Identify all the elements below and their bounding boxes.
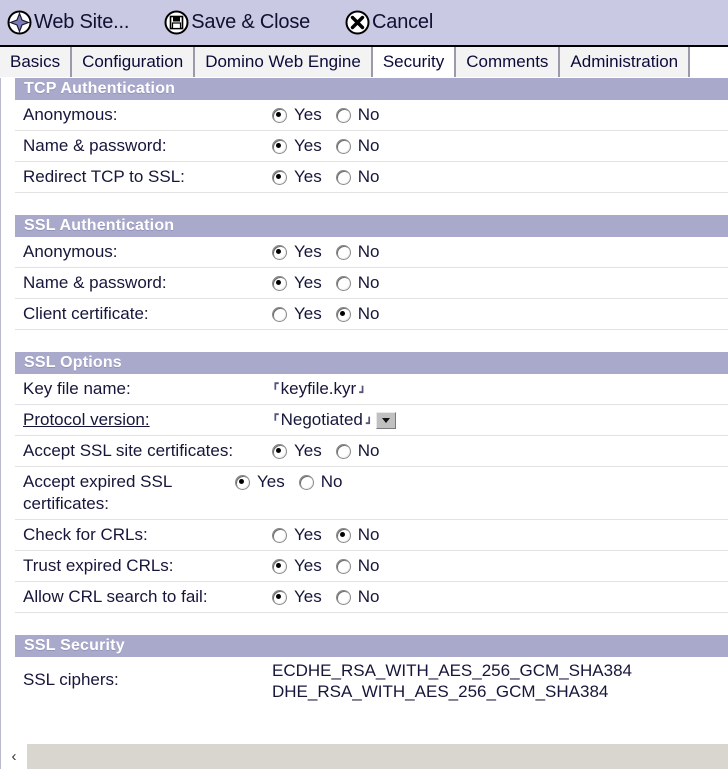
scroll-left-arrow-icon[interactable]: ‹: [1, 744, 27, 769]
radio-option-yes[interactable]: [272, 524, 322, 546]
field-label: Name & password:: [23, 136, 167, 155]
field-close-marker-icon: ┛: [365, 417, 373, 430]
field-label: Redirect TCP to SSL:: [23, 167, 185, 186]
field-label: Anonymous:: [23, 105, 118, 124]
radio-option-no[interactable]: [336, 272, 380, 294]
field-label: Allow CRL search to fail:: [23, 586, 208, 606]
field-value: [272, 405, 728, 434]
field-row-redirect-tcp-to-ssl: [15, 162, 728, 193]
radio-no-label: No: [357, 105, 380, 124]
radio-no-indicator[interactable]: [299, 475, 314, 490]
tab-comments[interactable]: [456, 47, 560, 77]
radio-no-indicator[interactable]: [336, 170, 351, 185]
radio-yes-indicator[interactable]: [272, 528, 287, 543]
web-site-button[interactable]: [6, 9, 129, 36]
radio-option-yes[interactable]: [272, 166, 322, 188]
radio-no-label: No: [357, 304, 380, 323]
tab-administration[interactable]: [560, 47, 690, 77]
field-row-client-certificate: [15, 299, 728, 330]
radio-no-indicator[interactable]: [336, 590, 351, 605]
radio-option-yes[interactable]: [272, 555, 322, 577]
tab-administration-label: Administration: [570, 52, 679, 71]
radio-option-no[interactable]: [336, 135, 380, 157]
radio-yes-label: Yes: [257, 472, 285, 491]
section-header-ssl-authentication: [15, 215, 728, 237]
radio-yes-label: Yes: [294, 242, 322, 261]
radio-yes-indicator[interactable]: [272, 559, 287, 574]
section-spacer: [1, 330, 728, 352]
radio-option-yes[interactable]: [272, 241, 322, 263]
field-row-tcp-anonymous: [15, 100, 728, 131]
tab-configuration[interactable]: [72, 47, 195, 77]
protocol-version-value: Negotiated: [280, 410, 363, 429]
save-and-close-button[interactable]: [163, 9, 310, 36]
field-close-marker-icon: ┛: [359, 386, 366, 399]
tab-security[interactable]: [373, 47, 456, 77]
field-value: [272, 299, 728, 328]
chevron-down-icon[interactable]: [376, 412, 396, 429]
radio-yes-label: Yes: [294, 524, 322, 544]
field-value: [272, 131, 728, 160]
radio-no-label: No: [357, 524, 380, 544]
radio-no-label: No: [357, 136, 380, 155]
radio-option-no[interactable]: [336, 440, 380, 462]
action-toolbar: [0, 0, 728, 47]
radio-no-label: No: [357, 167, 380, 186]
field-row-trust-expired-crls: [15, 551, 728, 582]
radio-no-indicator[interactable]: [336, 276, 351, 291]
radio-no-indicator[interactable]: [336, 245, 351, 260]
close-x-icon: [344, 9, 371, 36]
radio-yes-label: Yes: [294, 441, 322, 460]
radio-option-no[interactable]: [336, 241, 380, 263]
radio-option-yes[interactable]: [272, 440, 322, 462]
field-label: Trust expired CRLs:: [23, 555, 174, 575]
field-open-marker-icon: ┏: [272, 408, 279, 421]
radio-group-check-for-crls[interactable]: [272, 524, 393, 546]
field-row-accept-expired-ssl-certificates: [15, 467, 728, 520]
radio-option-no[interactable]: [336, 303, 380, 325]
radio-group-allow-crl-search-to-fail[interactable]: [272, 586, 393, 608]
section-header-ssl-options: [15, 352, 728, 374]
radio-yes-label: Yes: [294, 167, 322, 186]
radio-no-label: No: [357, 555, 380, 575]
radio-group-accept-expired-ssl-certificates[interactable]: [235, 471, 356, 493]
radio-option-no[interactable]: [336, 524, 380, 546]
field-value: [272, 551, 728, 580]
section-title: TCP Authentication: [24, 80, 176, 97]
save-and-close-label: Save & Close: [191, 11, 311, 33]
tab-domino-web-engine-label: Domino Web Engine: [205, 52, 361, 71]
field-row-tcp-name-password: [15, 131, 728, 162]
radio-yes-indicator[interactable]: [272, 245, 287, 260]
radio-option-yes[interactable]: [272, 104, 322, 126]
field-label: SSL ciphers:: [23, 669, 119, 689]
field-value: [235, 467, 728, 496]
field-row-check-for-crls: [15, 520, 728, 551]
radio-group-trust-expired-crls[interactable]: [272, 555, 393, 577]
radio-yes-label: Yes: [294, 555, 322, 575]
radio-group-tcp-name-password[interactable]: [272, 135, 393, 157]
ssl-ciphers-list[interactable]: [272, 661, 632, 702]
field-value: [272, 237, 728, 266]
field-row-ssl-name-password: [15, 268, 728, 299]
radio-option-no[interactable]: [336, 104, 380, 126]
web-site-label: Web Site...: [34, 11, 130, 33]
radio-option-yes[interactable]: [272, 135, 322, 157]
radio-group-client-certificate[interactable]: [272, 303, 393, 325]
field-label: Accept SSL site certificates:: [23, 441, 234, 460]
radio-yes-indicator[interactable]: [272, 276, 287, 291]
radio-group-accept-ssl-site-certificates[interactable]: [272, 440, 393, 462]
radio-option-yes[interactable]: [272, 272, 322, 294]
field-row-ssl-anonymous: [15, 237, 728, 268]
radio-yes-indicator[interactable]: [272, 444, 287, 459]
field-open-marker-icon: ┏: [272, 377, 279, 390]
security-settings-form: [0, 78, 728, 769]
field-label-protocol-version[interactable]: Protocol version:: [23, 410, 150, 429]
list-item: DHE_RSA_WITH_AES_256_GCM_SHA384: [272, 681, 609, 701]
field-label: Key file name:: [23, 379, 131, 398]
radio-yes-label: Yes: [294, 105, 322, 124]
radio-no-label: No: [357, 586, 380, 606]
tab-bar: [0, 47, 728, 78]
radio-group-redirect-tcp-to-ssl[interactable]: [272, 166, 393, 188]
radio-no-indicator[interactable]: [336, 139, 351, 154]
radio-option-no[interactable]: [336, 166, 380, 188]
field-value: [272, 100, 728, 129]
field-row-key-file-name: [15, 374, 728, 405]
floppy-disk-icon: [163, 9, 190, 36]
field-row-ssl-ciphers: [15, 657, 728, 705]
tab-basics[interactable]: [0, 47, 72, 77]
section-spacer: [1, 193, 728, 215]
radio-option-no[interactable]: [336, 586, 380, 608]
field-value: [272, 374, 728, 403]
radio-yes-indicator[interactable]: [272, 170, 287, 185]
radio-no-label: No: [357, 273, 380, 292]
globe-star-icon: [6, 9, 33, 36]
cancel-button[interactable]: [344, 9, 433, 36]
radio-group-ssl-anonymous[interactable]: [272, 241, 393, 263]
radio-no-indicator[interactable]: [336, 444, 351, 459]
radio-no-label: No: [320, 472, 343, 491]
field-row-accept-ssl-site-certificates: [15, 436, 728, 467]
radio-option-yes[interactable]: [235, 471, 285, 493]
section-title: SSL Security: [24, 636, 125, 654]
scrollbar-track[interactable]: [27, 744, 728, 769]
tab-security-label: Security: [382, 52, 445, 71]
cancel-label: Cancel: [372, 11, 434, 33]
radio-no-indicator[interactable]: [336, 307, 351, 322]
radio-no-indicator[interactable]: [336, 559, 351, 574]
protocol-version-select[interactable]: [272, 409, 396, 431]
field-value: [272, 162, 728, 191]
field-label: Check for CRLs:: [23, 524, 148, 544]
field-value: [272, 436, 728, 465]
radio-yes-label: Yes: [294, 136, 322, 155]
field-value: [272, 657, 728, 705]
radio-option-yes[interactable]: [272, 303, 322, 325]
radio-yes-indicator[interactable]: [272, 139, 287, 154]
field-row-allow-crl-search-to-fail: [15, 582, 728, 613]
radio-group-ssl-name-password[interactable]: [272, 272, 393, 294]
section-header-ssl-security: [15, 635, 728, 657]
radio-no-label: No: [357, 441, 380, 460]
radio-option-no[interactable]: [299, 471, 343, 493]
field-label: Accept expired SSL certificates:: [23, 472, 172, 514]
section-title: SSL Options: [24, 354, 122, 371]
tab-basics-label: Basics: [10, 52, 61, 71]
section-spacer: [1, 613, 728, 635]
field-label: Name & password:: [23, 273, 167, 292]
radio-yes-indicator[interactable]: [235, 475, 250, 490]
key-file-name-value: keyfile.kyr: [280, 379, 357, 398]
field-value: [272, 582, 728, 611]
radio-no-label: No: [357, 242, 380, 261]
radio-yes-label: Yes: [294, 304, 322, 323]
horizontal-scrollbar[interactable]: [1, 743, 728, 769]
radio-yes-label: Yes: [294, 586, 322, 606]
tab-comments-label: Comments: [466, 52, 549, 71]
radio-group-tcp-anonymous[interactable]: [272, 104, 393, 126]
radio-no-indicator[interactable]: [336, 108, 351, 123]
field-label: Anonymous:: [23, 242, 118, 261]
radio-yes-indicator[interactable]: [272, 108, 287, 123]
section-header-tcp-authentication: [15, 78, 728, 100]
radio-yes-indicator[interactable]: [272, 307, 287, 322]
list-item: ECDHE_RSA_WITH_AES_256_GCM_SHA384: [272, 660, 632, 680]
tab-domino-web-engine[interactable]: [195, 47, 373, 77]
section-title: SSL Authentication: [24, 217, 175, 234]
tab-configuration-label: Configuration: [82, 52, 184, 71]
field-value: [272, 268, 728, 297]
radio-no-indicator[interactable]: [336, 528, 351, 543]
field-label: Client certificate:: [23, 304, 149, 323]
field-value: [272, 520, 728, 549]
key-file-name-input[interactable]: [272, 378, 366, 400]
radio-option-no[interactable]: [336, 555, 380, 577]
radio-yes-indicator[interactable]: [272, 590, 287, 605]
field-row-protocol-version: [15, 405, 728, 436]
radio-option-yes[interactable]: [272, 586, 322, 608]
radio-yes-label: Yes: [294, 273, 322, 292]
